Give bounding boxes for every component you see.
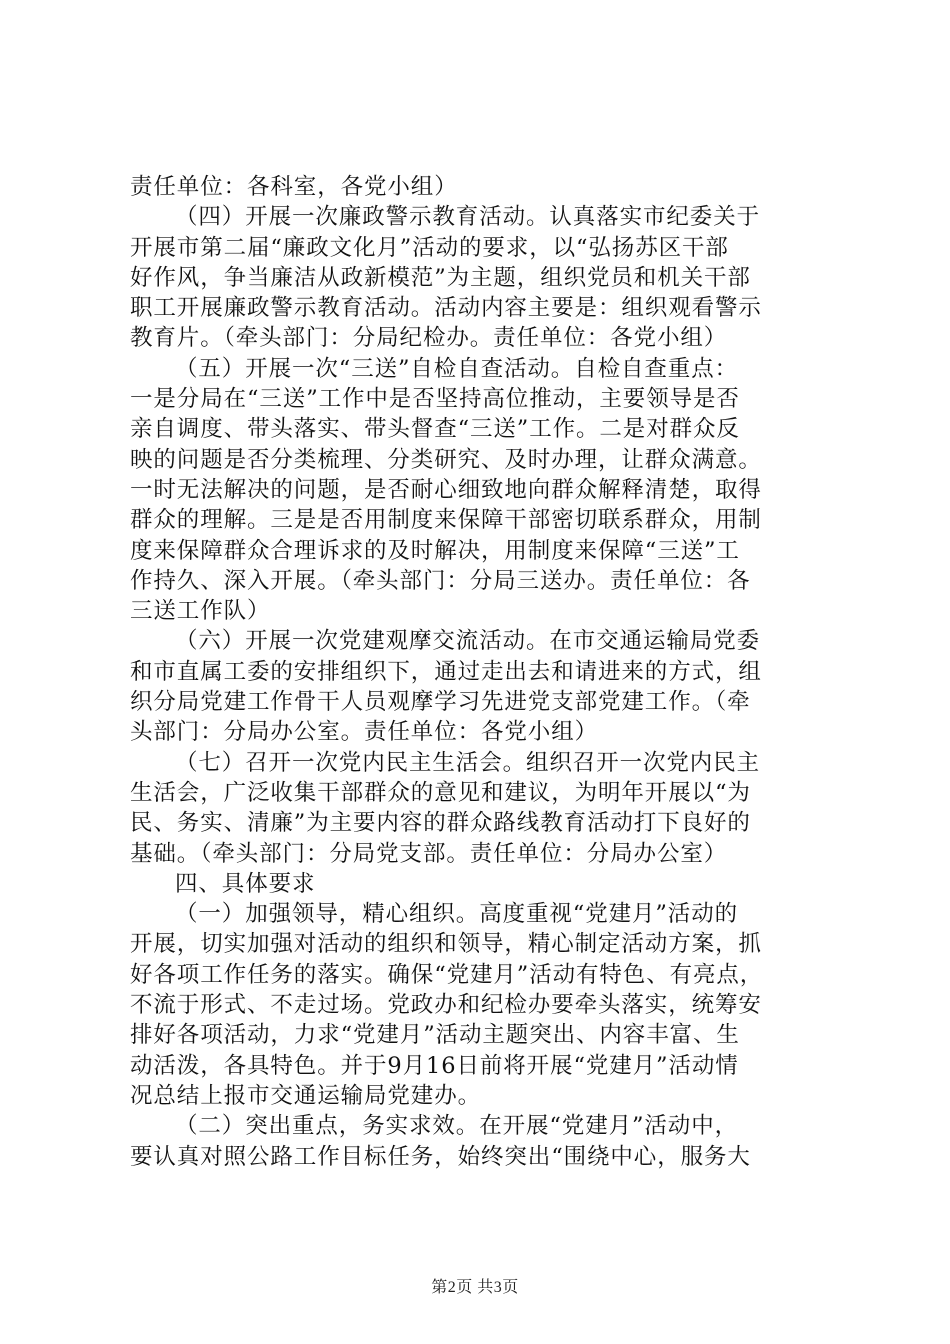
- text-line: 开展市第二届“廉政文化月”活动的要求，以“弘扬苏区干部: [130, 234, 729, 261]
- text-line: 三送工作队）: [130, 598, 271, 625]
- text-line: 度来保障群众合理诉求的及时解决，用制度来保障“三送”工: [130, 537, 740, 564]
- text-line: 开展，切实加强对活动的组织和领导，精心制定活动方案，抓: [130, 931, 762, 958]
- document-body: [130, 172, 830, 1172]
- text-line: 教育片。（牵头部门：分局纪检办。责任单位：各党小组）: [130, 325, 728, 352]
- text-line: 群众的理解。三是是否用制度来保障干部密切联系群众，用制: [130, 507, 762, 534]
- text-line: 头部门：分局办公室。责任单位：各党小组）: [130, 719, 599, 746]
- text-line: 和市直属工委的安排组织下，通过走出去和请进来的方式，组: [130, 658, 762, 685]
- text-line: （六）开展一次党建观摩交流活动。在市交通运输局党委: [175, 628, 761, 655]
- text-line: 要认真对照公路工作目标任务，始终突出“围绕中心，服务大: [130, 1143, 751, 1170]
- text-line: 况总结上报市交通运输局党建办。: [130, 1082, 482, 1109]
- text-line: 好作风，争当廉洁从政新模范”为主题，组织党员和机关干部: [130, 264, 751, 291]
- text-line: 动活泼，各具特色。并于9月16日前将开展“党建月”活动情: [130, 1052, 739, 1079]
- text-line: （一）加强领导，精心组织。高度重视“党建月”活动的: [175, 901, 739, 928]
- text-line: 排好各项活动，力求“党建月”活动主题突出、内容丰富、生: [130, 1022, 740, 1049]
- text-line: （二）突出重点，务实求效。在开展“党建月”活动中，: [175, 1113, 739, 1140]
- text-line: 基础。（牵头部门：分局党支部。责任单位：分局办公室）: [130, 840, 728, 867]
- text-line: （七）召开一次党内民主生活会。组织召开一次党内民主: [175, 749, 761, 776]
- text-line: 民、务实、清廉”为主要内容的群众路线教育活动打下良好的: [130, 810, 751, 837]
- text-line: 责任单位：各科室，各党小组）: [130, 174, 458, 200]
- text-line: 一时无法解决的问题，是否耐心细致地向群众解释清楚，取得: [130, 476, 762, 503]
- text-line: 亲自调度、带头落实、带头督查“三送”工作。二是对群众反: [130, 416, 740, 443]
- text-line: 织分局党建工作骨干人员观摩学习先进党支部党建工作。（牵: [130, 689, 751, 716]
- text-line: 一是分局在“三送”工作中是否坚持高位推动，主要领导是否: [130, 386, 740, 413]
- text-line: 作持久、深入开展。（牵头部门：分局三送办。责任单位：各: [130, 567, 751, 594]
- text-line: 四、具体要求: [175, 870, 316, 897]
- text-line: 生活会，广泛收集干部群众的意见和建议，为明年开展以“为: [130, 779, 751, 806]
- text-line: 职工开展廉政警示教育活动。活动内容主要是：组织观看警示: [130, 295, 762, 322]
- text-line: 映的问题是否分类梳理、分类研究、及时办理，让群众满意。: [130, 446, 762, 473]
- text-line: 好各项工作任务的落实。确保“党建月”活动有特色、有亮点，: [130, 961, 764, 988]
- text-line: 不流于形式、不走过场。党政办和纪检办要牵头落实，统筹安: [130, 992, 762, 1019]
- text-line: （五）开展一次“三送”自检自查活动。自检自查重点：: [175, 355, 739, 382]
- text-line: （四）开展一次廉政警示教育活动。认真落实市纪委关于: [175, 204, 761, 231]
- page-footer: 第2页 共3页: [431, 1279, 519, 1296]
